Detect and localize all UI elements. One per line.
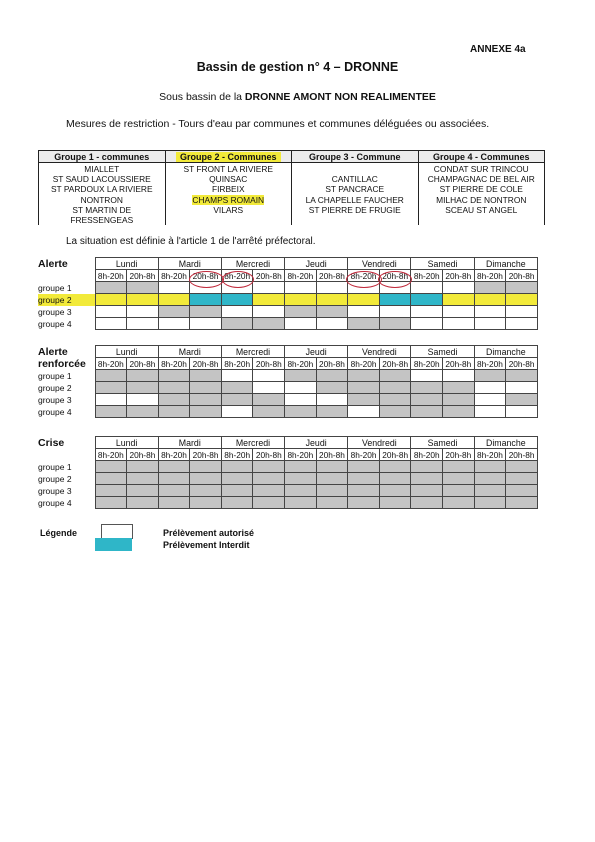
day-header: Samedi	[411, 437, 474, 449]
day-header: Lundi	[95, 346, 158, 358]
slot-header: 20h-8h	[379, 449, 411, 461]
slot-header: 8h-20h	[348, 449, 380, 461]
day-header: Mardi	[158, 437, 221, 449]
schedule-cell	[411, 318, 443, 330]
slot-header: 8h-20h	[474, 270, 506, 282]
slot-header: 8h-20h	[158, 358, 190, 370]
schedule-cell	[285, 294, 317, 306]
schedule-cell	[95, 282, 127, 294]
schedule-cell	[253, 473, 285, 485]
schedule-cell	[316, 318, 348, 330]
schedule-cell	[443, 497, 475, 509]
schedule-cell	[158, 473, 190, 485]
red-circle-mark	[189, 271, 224, 288]
mesures-text: Mesures de restriction - Tours d'eau par communes et communes déléguées ou associées.	[66, 118, 490, 130]
schedule-cell	[474, 473, 506, 485]
subtitle	[0, 91, 595, 103]
slot-header: 8h-20h	[285, 270, 317, 282]
day-header: Dimanche	[474, 258, 537, 270]
day-header: Samedi	[411, 346, 474, 358]
schedule-cell	[127, 306, 159, 318]
subtitle-bold: DRONNE AMONT NON REALIMENTEE	[244, 91, 436, 103]
group-label: groupe 4	[38, 318, 72, 329]
schedule-cell	[348, 370, 380, 382]
schedule-cell	[379, 294, 411, 306]
slot-header: 20h-8h	[316, 270, 348, 282]
slot-header: 20h-8h	[316, 358, 348, 370]
schedule-cell	[316, 382, 348, 394]
schedule-cell	[190, 394, 222, 406]
schedule-cell	[379, 370, 411, 382]
schedule-cell	[316, 473, 348, 485]
schedule-cell	[127, 473, 159, 485]
slot-header: 8h-20h	[95, 358, 127, 370]
schedule-cell	[443, 318, 475, 330]
schedule-cell	[316, 306, 348, 318]
slot-header: 8h-20h	[411, 449, 443, 461]
legend-swatch-autorise	[101, 524, 133, 539]
schedule-cell	[127, 485, 159, 497]
schedule-cell	[158, 306, 190, 318]
schedule-cell	[190, 306, 222, 318]
schedule-cell	[443, 485, 475, 497]
group-label: groupe 1	[38, 461, 72, 472]
crise-table	[38, 436, 538, 509]
schedule-cell	[379, 394, 411, 406]
schedule-cell	[316, 394, 348, 406]
schedule-cell	[506, 473, 538, 485]
schedule-cell	[285, 394, 317, 406]
day-header: Vendredi	[348, 346, 411, 358]
schedule-cell	[443, 306, 475, 318]
schedule-cell	[506, 394, 538, 406]
schedule-cell	[158, 382, 190, 394]
schedule-cell	[190, 382, 222, 394]
groups-table	[38, 150, 545, 225]
schedule-cell	[158, 294, 190, 306]
schedule-cell	[474, 282, 506, 294]
red-circle-mark	[378, 271, 412, 288]
schedule-cell	[379, 497, 411, 509]
schedule-cell	[95, 382, 127, 394]
schedule-cell	[506, 497, 538, 509]
slot-header: 20h-8h	[443, 358, 475, 370]
schedule-cell	[506, 370, 538, 382]
slot-header: 8h-20h	[474, 449, 506, 461]
schedule-cell	[253, 282, 285, 294]
group-label: groupe 2	[38, 294, 95, 306]
day-header: Jeudi	[285, 346, 348, 358]
schedule-cell	[285, 497, 317, 509]
group1-communes: MIALLET ST SAUD LACOUSSIERE ST PARDOUX LA RIVIERE NONTRON ST MARTIN DE FRESSENGEAS	[39, 163, 166, 226]
schedule-cell	[348, 473, 380, 485]
schedule-cell	[316, 294, 348, 306]
schedule-cell	[506, 406, 538, 418]
slot-header: 8h-20h	[411, 358, 443, 370]
schedule-cell	[474, 294, 506, 306]
schedule-cell	[221, 406, 253, 418]
day-header: Vendredi	[348, 437, 411, 449]
schedule-cell	[95, 306, 127, 318]
schedule-cell	[285, 406, 317, 418]
group2-header: Groupe 2 - Communes	[165, 151, 292, 163]
day-header: Jeudi	[285, 258, 348, 270]
schedule-cell	[95, 394, 127, 406]
schedule-cell	[190, 473, 222, 485]
schedule-cell	[411, 406, 443, 418]
legend-interdit-label: Prélèvement Interdit	[163, 540, 250, 550]
schedule-cell	[348, 394, 380, 406]
slot-header: 8h-20h	[474, 358, 506, 370]
schedule-cell	[253, 406, 285, 418]
schedule-cell	[95, 370, 127, 382]
slot-header: 20h-8h	[316, 449, 348, 461]
slot-header: 20h-8h	[443, 449, 475, 461]
alerte-table	[38, 257, 538, 330]
schedule-cell	[285, 306, 317, 318]
schedule-cell	[127, 318, 159, 330]
schedule-cell	[316, 485, 348, 497]
slot-header: 8h-20h	[221, 358, 253, 370]
group-label: groupe 2	[38, 382, 72, 393]
schedule-cell	[95, 497, 127, 509]
slot-header: 8h-20h	[348, 270, 380, 282]
schedule-cell	[379, 461, 411, 473]
schedule-cell	[411, 461, 443, 473]
schedule-cell	[379, 473, 411, 485]
schedule-cell	[253, 370, 285, 382]
schedule-cell	[190, 294, 222, 306]
schedule-cell	[316, 497, 348, 509]
schedule-cell	[411, 473, 443, 485]
schedule-cell	[285, 473, 317, 485]
schedule-cell	[190, 406, 222, 418]
slot-header: 20h-8h	[127, 270, 159, 282]
day-header: Mercredi	[221, 258, 284, 270]
situation-text: La situation est définie à l'article 1 de l'arrêté préfectoral.	[66, 236, 316, 247]
schedule-cell	[253, 394, 285, 406]
group-label: groupe 3	[38, 306, 72, 317]
group-label: groupe 2	[38, 473, 72, 484]
schedule-cell	[348, 306, 380, 318]
schedule-cell	[221, 370, 253, 382]
schedule-cell	[443, 461, 475, 473]
slot-header: 20h-8h	[253, 449, 285, 461]
slot-header: 20h-8h	[190, 270, 222, 282]
alerte-renforcee-title2: renforcée	[38, 357, 86, 370]
schedule-cell	[411, 394, 443, 406]
schedule-cell	[158, 370, 190, 382]
schedule-cell	[443, 406, 475, 418]
day-header: Vendredi	[348, 258, 411, 270]
schedule-cell	[379, 306, 411, 318]
schedule-cell	[190, 370, 222, 382]
schedule-cell	[253, 485, 285, 497]
red-circle-mark	[346, 271, 382, 288]
schedule-cell	[190, 318, 222, 330]
schedule-cell	[474, 370, 506, 382]
schedule-cell	[95, 294, 127, 306]
group-label: groupe 4	[38, 406, 72, 417]
schedule-cell	[379, 318, 411, 330]
day-header: Dimanche	[474, 437, 537, 449]
schedule-cell	[127, 497, 159, 509]
day-header: Mercredi	[221, 437, 284, 449]
schedule-cell	[221, 318, 253, 330]
schedule-cell	[506, 306, 538, 318]
group1-header: Groupe 1 - communes	[39, 151, 166, 163]
schedule-cell	[348, 497, 380, 509]
schedule-cell	[253, 318, 285, 330]
schedule-cell	[158, 485, 190, 497]
schedule-cell	[411, 282, 443, 294]
schedule-cell	[190, 461, 222, 473]
schedule-cell	[411, 294, 443, 306]
schedule-cell	[95, 318, 127, 330]
schedule-cell	[190, 485, 222, 497]
schedule-cell	[253, 461, 285, 473]
slot-header: 8h-20h	[158, 270, 190, 282]
schedule-cell	[379, 382, 411, 394]
day-header: Lundi	[95, 258, 158, 270]
schedule-cell	[158, 318, 190, 330]
day-header: Mardi	[158, 258, 221, 270]
group4-communes: CONDAT SUR TRINCOU CHAMPAGNAC DE BEL AIR ST PIERRE DE COLE MILHAC DE NONTRON SCEAU ST ANGEL	[418, 163, 545, 226]
slot-header: 8h-20h	[95, 449, 127, 461]
slot-header: 8h-20h	[158, 449, 190, 461]
schedule-cell	[411, 306, 443, 318]
schedule-cell	[316, 282, 348, 294]
group3-communes: CANTILLAC ST PANCRACE LA CHAPELLE FAUCHER ST PIERRE DE FRUGIE	[292, 163, 419, 226]
schedule-cell	[285, 461, 317, 473]
schedule-cell	[316, 370, 348, 382]
schedule-cell	[443, 370, 475, 382]
schedule-cell	[158, 497, 190, 509]
schedule-cell	[127, 406, 159, 418]
day-header: Jeudi	[285, 437, 348, 449]
slot-header: 20h-8h	[443, 270, 475, 282]
schedule-cell	[411, 497, 443, 509]
schedule-cell	[348, 461, 380, 473]
schedule-cell	[316, 406, 348, 418]
schedule-cell	[221, 294, 253, 306]
schedule-cell	[221, 382, 253, 394]
schedule-cell	[253, 306, 285, 318]
schedule-cell	[379, 406, 411, 418]
schedule-cell	[348, 485, 380, 497]
alerte-renforcee-title: Alerte	[38, 345, 68, 358]
schedule-cell	[474, 382, 506, 394]
slot-header: 20h-8h	[379, 358, 411, 370]
alerte-renforcee-table	[38, 345, 538, 418]
schedule-cell	[127, 382, 159, 394]
schedule-cell	[127, 370, 159, 382]
schedule-cell	[127, 461, 159, 473]
schedule-cell	[95, 485, 127, 497]
schedule-cell	[285, 382, 317, 394]
red-circle-mark	[222, 271, 254, 288]
group-label: groupe 1	[38, 370, 72, 381]
schedule-cell	[474, 497, 506, 509]
schedule-cell	[95, 461, 127, 473]
slot-header: 8h-20h	[221, 270, 253, 282]
schedule-cell	[95, 406, 127, 418]
schedule-cell	[221, 306, 253, 318]
schedule-cell	[285, 485, 317, 497]
schedule-cell	[158, 394, 190, 406]
legend-swatch-interdit	[95, 538, 132, 551]
schedule-cell	[285, 282, 317, 294]
schedule-cell	[474, 485, 506, 497]
highlighted-commune: CHAMPS ROMAIN	[192, 194, 265, 205]
schedule-cell	[285, 318, 317, 330]
schedule-cell	[506, 294, 538, 306]
group-label: groupe 3	[38, 394, 72, 405]
schedule-cell	[221, 461, 253, 473]
schedule-cell	[95, 473, 127, 485]
page-title: Bassin de gestion n° 4 – DRONNE	[196, 60, 399, 74]
schedule-cell	[253, 294, 285, 306]
schedule-cell	[285, 370, 317, 382]
schedule-cell	[221, 485, 253, 497]
schedule-cell	[221, 473, 253, 485]
subtitle-prefix: Sous bassin de la	[159, 91, 245, 103]
schedule-cell	[411, 370, 443, 382]
schedule-cell	[190, 497, 222, 509]
group-label: groupe 3	[38, 485, 72, 496]
alerte-title: Alerte	[38, 257, 68, 270]
schedule-cell	[443, 473, 475, 485]
schedule-cell	[474, 306, 506, 318]
slot-header: 8h-20h	[285, 449, 317, 461]
slot-header: 20h-8h	[190, 358, 222, 370]
group2-communes: ST FRONT LA RIVIERE QUINSAC FIRBEIX CHAMPS ROMAIN VILARS	[165, 163, 292, 226]
annexe-label: ANNEXE 4a	[470, 44, 526, 55]
schedule-cell	[379, 485, 411, 497]
legend-autorise-label: Prélèvement autorisé	[163, 528, 255, 538]
schedule-cell	[348, 382, 380, 394]
schedule-cell	[127, 394, 159, 406]
schedule-cell	[474, 406, 506, 418]
day-header: Mercredi	[221, 346, 284, 358]
slot-header: 8h-20h	[221, 449, 253, 461]
schedule-cell	[443, 394, 475, 406]
day-header: Lundi	[95, 437, 158, 449]
schedule-cell	[411, 382, 443, 394]
schedule-cell	[127, 294, 159, 306]
schedule-cell	[348, 294, 380, 306]
legend-title: Légende	[40, 528, 78, 538]
schedule-cell	[506, 461, 538, 473]
schedule-cell	[506, 318, 538, 330]
schedule-cell	[348, 318, 380, 330]
schedule-cell	[506, 382, 538, 394]
schedule-cell	[158, 461, 190, 473]
group3-header: Groupe 3 - Commune	[292, 151, 419, 163]
slot-header: 20h-8h	[506, 449, 538, 461]
schedule-cell	[348, 406, 380, 418]
schedule-cell	[411, 485, 443, 497]
schedule-cell	[221, 497, 253, 509]
schedule-cell	[158, 406, 190, 418]
slot-header: 20h-8h	[190, 449, 222, 461]
schedule-cell	[443, 382, 475, 394]
schedule-cell	[127, 282, 159, 294]
slot-header: 20h-8h	[253, 270, 285, 282]
schedule-cell	[474, 318, 506, 330]
slot-header: 8h-20h	[411, 270, 443, 282]
day-header: Mardi	[158, 346, 221, 358]
slot-header: 20h-8h	[127, 449, 159, 461]
slot-header: 8h-20h	[95, 270, 127, 282]
group4-header: Groupe 4 - Communes	[418, 151, 545, 163]
schedule-cell	[443, 282, 475, 294]
schedule-cell	[253, 497, 285, 509]
slot-header: 20h-8h	[506, 358, 538, 370]
schedule-cell	[158, 282, 190, 294]
schedule-cell	[443, 294, 475, 306]
slot-header: 20h-8h	[506, 270, 538, 282]
schedule-cell	[253, 382, 285, 394]
schedule-cell	[506, 485, 538, 497]
schedule-cell	[221, 394, 253, 406]
day-header: Dimanche	[474, 346, 537, 358]
slot-header: 8h-20h	[348, 358, 380, 370]
slot-header: 20h-8h	[379, 270, 411, 282]
schedule-cell	[316, 461, 348, 473]
group-label: groupe 4	[38, 497, 72, 508]
schedule-cell	[474, 461, 506, 473]
slot-header: 8h-20h	[285, 358, 317, 370]
crise-title: Crise	[38, 436, 65, 449]
slot-header: 20h-8h	[127, 358, 159, 370]
day-header: Samedi	[411, 258, 474, 270]
schedule-cell	[474, 394, 506, 406]
slot-header: 20h-8h	[253, 358, 285, 370]
schedule-cell	[506, 282, 538, 294]
group-label: groupe 1	[38, 282, 72, 293]
